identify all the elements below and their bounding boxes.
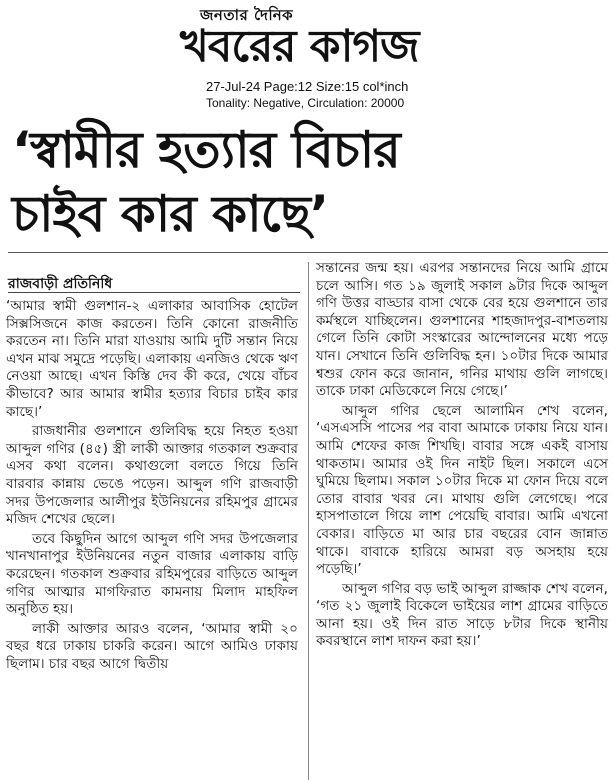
article-column-left bbox=[6, 298, 298, 675]
column-divider bbox=[308, 262, 309, 780]
paragraph: তবে কিছুদিন আগে আব্দুল গণি সদর উপজেলার খানখানাপুর ইউনিয়নের নতুন বাজার এলাকায় বাড়ি করেছেন। গতকাল শুক্রবার রহিমপুরের বাড়িতে আব্দুল গণির আত্মার মাগফিরাত কামনায় মিলাদ মাহফিল অনুষ্ঠিত হয়। bbox=[6, 530, 298, 618]
paragraph: আব্দুল গণির বড় ভাই আব্দুল রাজ্জাক শেখ বলেন, ‘গত ২১ জুলাই বিকেলে ভাইয়ের লাশ গ্রামের বাড়িতে আনা হয়। ওই দিন রাত সাড়ে ৮টার দিকে স্থানীয় কবরস্থানে লাশ দাফন করা হয়।’ bbox=[316, 580, 608, 650]
clipping-meta-date: 27-Jul-24 Page:12 Size:15 col*inch bbox=[206, 79, 409, 94]
paragraph: আব্দুল গণির ছেলে আলামিন শেখ বলেন, ‘এসএসসি পাসের পর বাবা আমাকে ঢাকায় নিয়ে যান। আমি শেফের কাজ শিখছি। বাবার সঙ্গে একই বাসায় থাকতাম। আমার ওই দিন নাইট ছিল। সকালে এসে ঘুমিয়ে ছিলাম। সকাল ১০টার দিকে মা ফোন দিয়ে বলে তোর বাবার খবর নে। মাথায় গুলি লেগেছে। পরে হাসপাতালে গিয়ে লাশ পেয়েছি বাবার। আমি এখনো বেকার। বাড়িতে মা আর চার বছরের বোন জান্নাত থাকে। বাবাকে হারিয়ে আমরা বড় অসহায় হয়ে পড়েছি।’ bbox=[316, 402, 608, 578]
headline-line-1: ‘স্বামীর হত্যার বিচার bbox=[12, 121, 400, 179]
headline-rule bbox=[8, 252, 608, 253]
paragraph: রাজধানীর গুলশানে গুলিবিদ্ধ হয়ে নিহত হওয়া আব্দুল গণির (৪৫) স্ত্রী লাকী আক্তার গতকাল শুক্রবার এসব কথা বলেন। কথাগুলো বলতে গিয়ে তিনি বারবার কান্নায় ভেঙে পড়েন। আব্দুল গণি রাজবাড়ী সদর উপজেলার আলীপুর ইউনিয়নের রহিমপুর গ্রামের মজিদ শেখের ছেলে। bbox=[6, 423, 298, 528]
publication-name: খবরের কাগজ bbox=[180, 21, 419, 72]
paragraph: সন্তানের জন্ম হয়। এরপর সন্তানদের নিয়ে আমি গ্রামে চলে আসি। গত ১৯ জুলাই সকাল ৯টার দিকে আব্দুল গণি উত্তর বাড্ডার বাসা থেকে বের হয়ে গুলশানে তার কর্মস্থলে যাচ্ছিলেন। গুলশানের শাহজাদপুর-বাশতলায় গেলে তিনি কোটা সংস্কারের আন্দোলনের মধ্যে পড়ে যান। সেখানে তিনি গুলিবিদ্ধ হন। ১০টার দিকে আমার শ্বশুর ফোন করে জানান, গনির মাথায় গুলি লাগছে। তাকে ঢাকা মেডিকেলে নিয়ে গেছে।’ bbox=[316, 260, 608, 400]
paragraph: ‘আমার স্বামী গুলশান-২ এলাকার আবাসিক হোটেল সিক্সসিজনে কাজ করতেন। তিনি কোনো রাজনীতি করতেন না। তিনি মারা যাওয়ায় আমি দুটি সন্তান নিয়ে এখন মাঝ সমুদ্রে পড়েছি। এলাকায় এনজিও থেকে ঋণ নেওয়া আছে। এখন কিস্তি দেব কী করে, খেয়ে বাঁচব কীভাবে? আর আমার স্বামীর হত্যার বিচার চাইব কার কাছে।’ bbox=[6, 298, 298, 420]
paragraph: লাকী আক্তার আরও বলেন, ‘আমার স্বামী ২০ বছর ধরে ঢাকায় চাকরি করেন। আগে আমিও ঢাকায় ছিলাম। চার বছর আগে দ্বিতীয় bbox=[6, 620, 298, 672]
byline: রাজবাড়ী প্রতিনিধি bbox=[8, 276, 113, 292]
clipping-meta-tonality: Tonality: Negative, Circulation: 20000 bbox=[206, 96, 405, 110]
headline bbox=[12, 118, 602, 246]
article-column-right bbox=[316, 260, 608, 653]
byline-rule bbox=[8, 292, 300, 293]
masthead bbox=[0, 0, 615, 120]
publication-tagline: জনতার দৈনিক bbox=[200, 6, 294, 24]
headline-line-2: চাইব কার কাছে’ bbox=[12, 185, 328, 243]
